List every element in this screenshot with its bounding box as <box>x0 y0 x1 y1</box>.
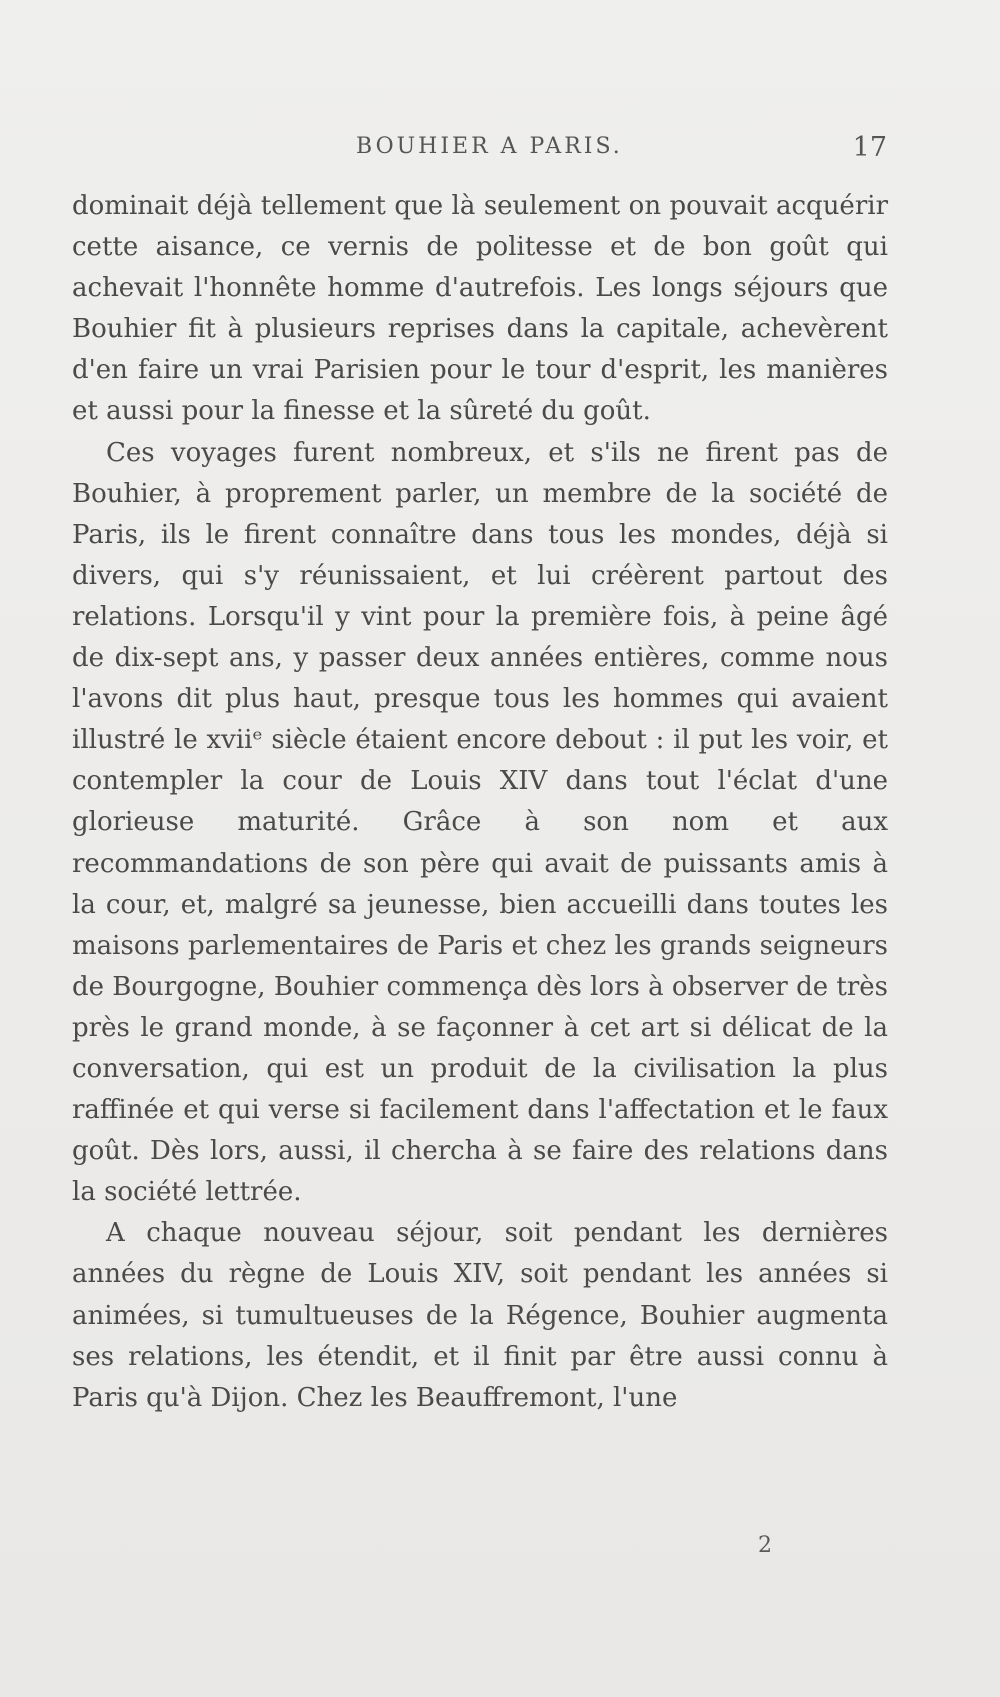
paragraph: Ces voyages furent nombreux, et s'ils ne firent pas de Bouhier, à proprement parler, un membre de la société de Paris, ils le firent connaître dans tous les mondes, déjà si divers, qui s'y réunissaient, et lui créèrent partout des relations. Lorsqu'il y vint pour la première fois, à peine âgé de dix-sept ans, y passer deux années entières, comme nous l'avons dit plus haut, presque tous les hommes qui avaient illustré le xviiᵉ siècle étaient encore debout : il put les voir, et contempler la cour de Louis XIV dans tout l'éclat d'une glorieuse maturité. Grâce à son nom et aux recommandations de son père qui avait de puissants amis à la cour, et, malgré sa jeunesse, bien accueilli dans toutes les maisons parlementaires de Paris et chez les grands seigneurs de Bourgogne, Bouhier commença dès lors à observer de très près le grand monde, à se façonner à cet art si délicat de la conversation, qui est un produit de la civilisation la plus raffinée et qui verse si facilement dans l'affectation et le faux goût. Dès lors, aussi, il chercha à se faire des relations dans la société lettrée. <box>72 437 888 1208</box>
paragraph-continued: dominait déjà tellement que là seulement on pouvait acquérir cette aisance, ce vernis de politesse et de bon goût qui achevait l'honnête homme d'autrefois. Les longs séjours que Bouhier fit à plusieurs reprises dans la capitale, achevèrent d'en faire un vrai Parisien pour le tour d'esprit, les manières et aussi pour la finesse et la sûreté du goût. <box>72 191 888 427</box>
paragraph: A chaque nouveau séjour, soit pendant les dernières années du règne de Louis XIV, soit pendant les années si animées, si tumultueuses de la Régence, Bouhier augmenta ses relations, les étendit, et il finit par être aussi connu à Paris qu'à Dijon. Chez les Beauffremont, l'une <box>72 1218 888 1413</box>
body-text <box>72 186 888 1419</box>
running-head <box>0 134 1000 174</box>
signature-mark: 2 <box>758 1533 772 1558</box>
page-number: 17 <box>852 132 887 163</box>
running-title: BOUHIER A PARIS. <box>356 134 623 159</box>
